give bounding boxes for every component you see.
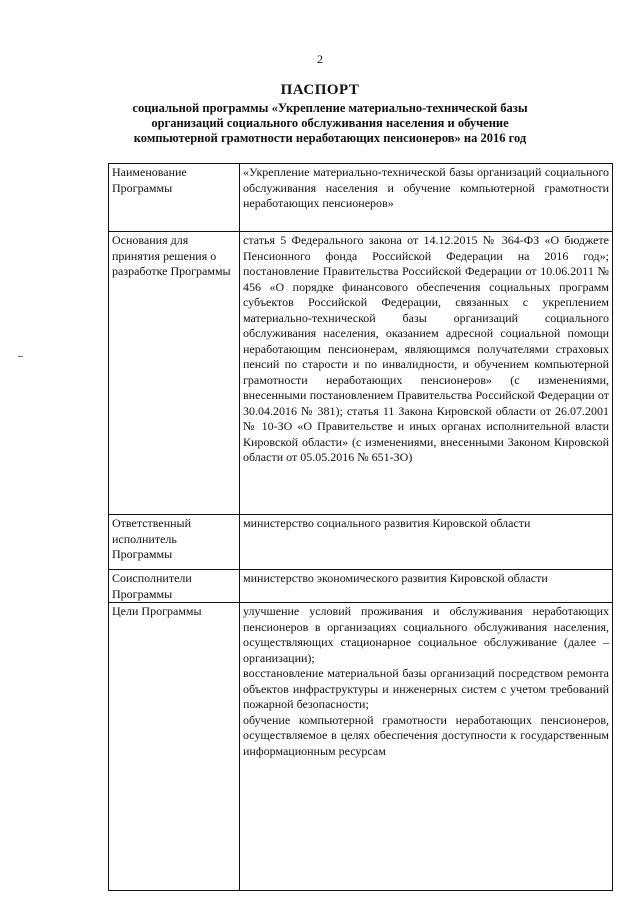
row-label-program-name: Наименование Программы [109, 164, 240, 232]
table-row [109, 232, 613, 515]
table-row [109, 570, 613, 603]
row-value-co-executors: министерство экономического развития Кировской области [240, 570, 613, 603]
row-value-goals [240, 603, 613, 891]
row-label-responsible-executor: Ответственный исполнитель Программы [109, 515, 240, 570]
document-title: ПАСПОРТ [280, 82, 360, 98]
subtitle-line: социальной программы «Укрепление материально-технической базы [132, 101, 528, 115]
goal-item: восстановление материальной базы организаций посредством ремонта объектов инфраструктуры и инженерных систем с учетом требований пожарной безопасности; [243, 666, 609, 711]
page-number: 2 [317, 52, 323, 66]
subtitle-line: компьютерной грамотности неработающих пенсионеров» на 2016 год [133, 131, 527, 145]
document-subtitle [95, 101, 565, 146]
table-row [109, 603, 613, 891]
goal-item: обучение компьютерной грамотности неработающих пенсионеров, осуществляемое в целях обеспечения доступности к государственным информационным ресурсам [243, 712, 609, 758]
goal-item: улучшение условий проживания и обслуживания неработающих пенсионеров в организациях социального обслуживания населения, осуществляющих стационарное социальное обслуживание (далее – организации); [243, 604, 609, 665]
row-value-basis: статья 5 Федерального закона от 14.12.2015 № 364-ФЗ «О бюджете Пенсионного фонда Российской Федерации на 2016 год»; постановление Правительства Российской Федерации от 10.06.2011 № 456 «О порядке финансового обеспечения социальных программ субъектов Российской Федерации, связанных с укреплением материально-технической базы организаций социального обслуживания населения, оказанием адресной социальной помощи неработающим пенсионерам, являющимся получателями страховых пенсий по старости и по инвалидности, и обучением компьютерной грамотности неработающих пенсионеров» (с изменениями, внесенными постановлением Правительства Российской Федерации от 30.04.2016 № 381); статья 11 Закона Кировской области от 26.07.2001 № 10-ЗО «О Правительстве и иных органах исполнительной власти Кировской области» (с изменениями, внесенными Законом Кировской области от 05.05.2016 № 651-ЗО) [240, 232, 613, 515]
row-label-co-executors: Соисполнители Программы [109, 570, 240, 603]
row-value-responsible-executor: министерство социального развития Кировской области [240, 515, 613, 570]
row-label-goals: Цели Программы [109, 603, 240, 891]
table-row [109, 515, 613, 570]
passport-table [108, 163, 613, 891]
margin-mark [18, 356, 23, 357]
row-value-program-name: «Укрепление материально-технической базы организаций социального обслуживания населения и обучение компьютерной грамотности неработающих пенсионеров» [240, 164, 613, 232]
table-row [109, 164, 613, 232]
row-label-basis: Основания для принятия решения о разработке Программы [109, 232, 240, 515]
subtitle-line: организаций социального обслуживания населения и обучение [151, 116, 509, 130]
